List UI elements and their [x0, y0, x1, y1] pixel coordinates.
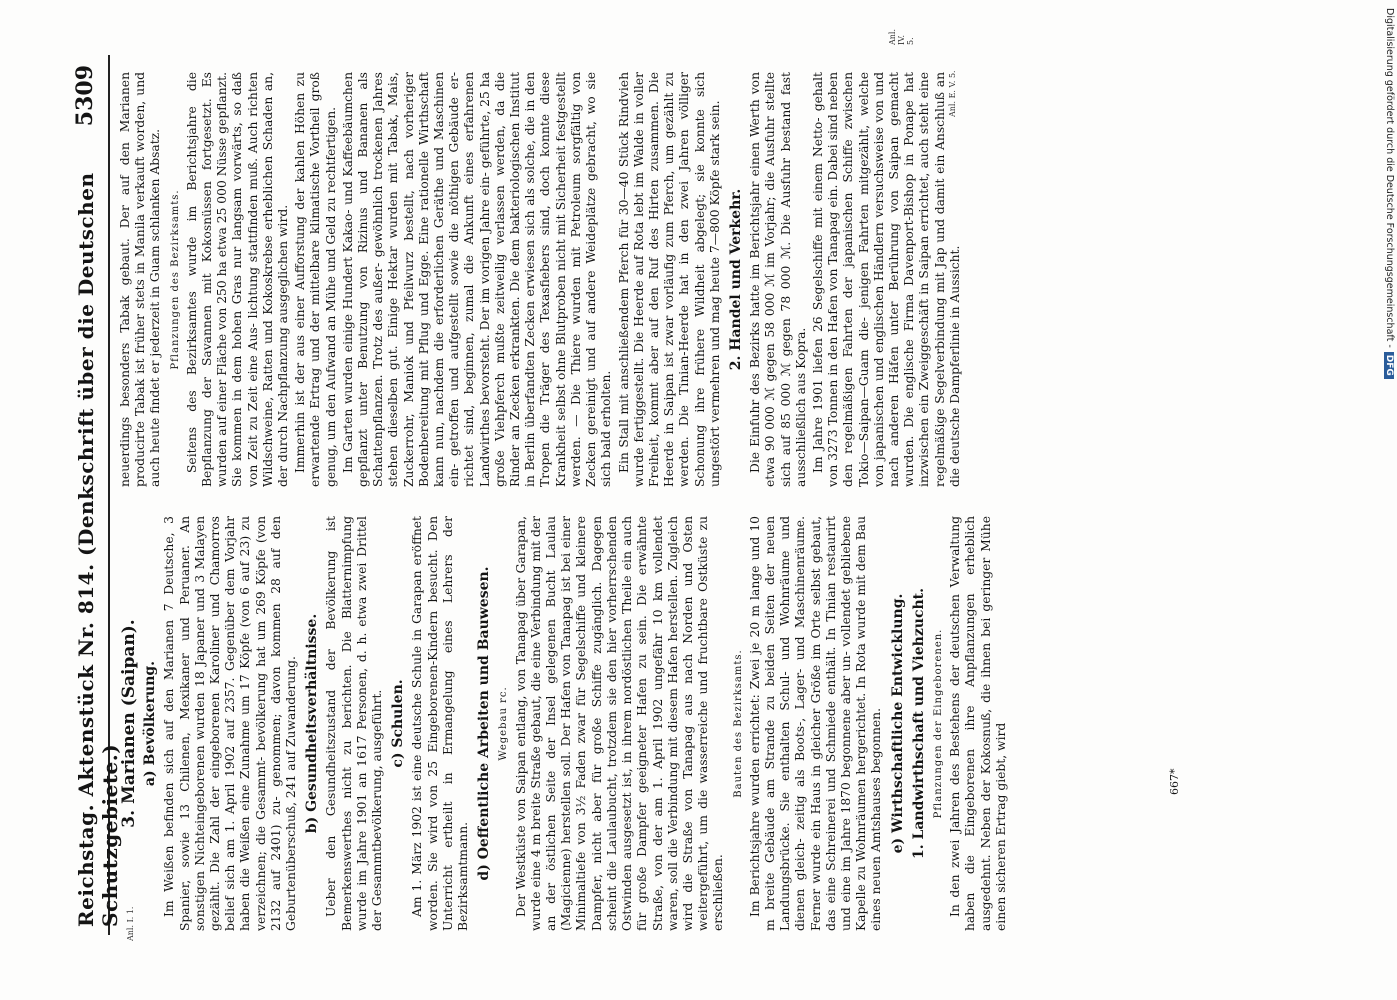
subsection-heading: 2. Handel und Verkehr. — [727, 188, 744, 371]
header-title: Reichstag. Aktenstück Nr. 814. (Denkschrift über die Deutschen Schutzgebiete.) — [74, 172, 122, 927]
section-heading: 3. Marianen (Saipan). — [119, 619, 139, 828]
minor-heading: Bauten des Bezirksamts. — [732, 649, 744, 798]
paragraph: Der Westküste von Saipan entlang, von Tanapag über Garapan, wurde eine 4 m breite Straße gebaut, die eine Verbindung mit der an der östlichen Seite der Insel gelegenen Bucht Laulau (Magicienne) herstellen soll. Der Hafen von Tanapag ist bei einer Minimaltiefe von 3½ Faden zwar für Segelschiffe und kleinere Dampfer, nicht aber für große Schiffe zugänglich. Dagegen scheint die Laulaubucht, trotzdem sie den hier vorherrschenden Ostwinden ausgesetzt ist, in ihrem nordöstlichen Theile ein auch für große Dampfer geeigneter Hafen zu sein. Die erwähnte Straße, von der am 1. April 1902 ungefähr 10 km vollendet waren, soll die Verbindung mit diesem Hafen herstellen. Zugleich wird die Straße von Tanapag aus nach Norden und Osten weitergeführt, um die wasserreiche und fruchtbare Ostküste zu erschließen. — [513, 516, 726, 931]
paragraph: Im Berichtsjahre wurden errichtet: Zwei je 20 m lange und 10 m breite Gebäude am Strande zu beiden Seiten der neuen Landungsbrücke. Sie enthalten Schul- und Wohnräume und dienen gleich- zeitig als Boots-, Lager- und Maschinenräume. Ferner wurde ein Haus in gleicher Größe im Orte selbst gebaut, das eine Schreinerei und Schmiede enthält. In Tinian restaurirt und eine im Jahre 1870 begonnene aber un- vollendet gebliebene Kapelle zu Wohnräumen hergerichtet. In Rota wurde mit dem Bau eines neuen Amtshauses begonnen. — [747, 516, 884, 931]
subsection-heading: d) Oeffentliche Arbeiten und Bauwesen. — [476, 566, 493, 881]
page-signature: 667* — [1168, 768, 1181, 795]
paragraph: Im Jahre 1901 liefen 26 Segelschiffe mit einem Netto- gehalt von 3273 Tonnen in den Hafen von Tanapag ein. Dabei sind neben den regelmäßigen Fahrten der japanischen Schiffe zwischen Tokio—Saipan—Guam die- jenigen Fahrten mitgezählt, welche von japanischen und englischen Händlern versuchsweise von und nach anderen Häfen unter Berührung von Saipan gemacht wurden. Die englische Firma Davenport-Bishop in Ponape hat inzwischen ein Zweiggeschäft in Saipan errichtet, auch steht eine regelmäßige Segelverbindung mit Jap und damit ein Anschluß an die deutsche Dampferlinie in Aussicht. — [810, 72, 962, 487]
paragraph: Immerhin ist der aus einer Aufforstung der kahlen Höhen zu erwartende Ertrag und der mittelbare klimatische Vortheil groß genug, um den Aufwand an Mühe und Geld zu rechtfertigen. — [293, 72, 338, 487]
minor-heading: Wegebau rc. — [498, 686, 510, 761]
digitization-sidebar — [1383, 8, 1395, 998]
paragraph: Im Garten wurden einige Hundert Kakao- und Kaffeebäumchen gepflanzt unter Benutzung von Rizinus und Bananen als Schattenpflanzen. Trotz des außer- gewöhnlich trockenen Jahres stehen dieselben gut. Einige Hektar wurden mit Tabak, Mais, Zuckerrohr, Maniok und Pfeilwurz bestellt, nach vorheriger Bodenbereitung mit Pflug und Egge. Eine rationelle Wirthschaft kann nun, nachdem die erforderlichen Geräthe und Maschinen ein- getroffen und aufgestellt sowie die nöthigen Gebäude er- richtet sind, beginnen, zumal die Ankunft eines erfahrenen Landwirthes bevorsteht. Der im vorigen Jahre ein- geführte, 25 ha große Viehpferch mußte zeitweilig verlassen werden, da die Rinder an Zecken erkrankten. Die dem bakteriologischen Institut in Berlin überfandten Zecken erwiesen sich als solche, die in den Tropen die Träger des Texasfiebers sind, doch konnte diese Krankheit selbst ohne Blutproben nicht mit Sicherheit festgestellt werden. — Die Thiere wurden mit Petroleum sorgfältig von Zecken gereinigt und auf andere Weideplätze gebracht, wo sie sich bald erholten. — [340, 72, 614, 487]
paragraph: Im Weißen befinden sich auf den Marianen 7 Deutsche, 3 Spanier, sowie 13 Chilenen, Mexikaner und Peruaner. An sonstigen Nichteingeborenen wurden 18 Japaner und 3 Malayen gezählt. Die Zahl der eingeborenen Karoliner und Chamorros belief sich am 1. April 1902 auf 2357. Gegenüber dem Vorjahr haben die Weißen eine Zunahme um 17 Köpfe (von 6 auf 23) zu verzeichnen; die Gesammt- bevölkerung hat um 269 Köpfe (von 2132 auf 2401) zu- genommen; davon kommen 28 auf den Geburtenüberschuß, 241 auf Zuwanderung. — [162, 516, 299, 931]
page-number: 5309 — [72, 65, 98, 127]
subsection-heading: c) Schulen. — [390, 679, 407, 768]
subsection-heading: b) Gesundheitsverhältnisse. — [304, 613, 321, 834]
credit-text: Digitalisierung gefördert durch die Deutsche Forschungsgemeinschaft - — [1384, 8, 1395, 348]
rotated-document-page — [68, 28, 1208, 941]
paragraph: Die Einfuhr des Bezirks hatte im Berichtsjahr einen Werth von etwa 90 000 ℳ gegen 58 000 ℳ im Vorjahr; die Ausfuhr stellte sich auf 85 000 ℳ gegen 78 000 ℳ. Die Ausfuhr bestand fast ausschließlich aus Kopra. — [748, 72, 808, 487]
paragraph: neuerdings besonders Tabak gebaut. Der auf den Marianen producirte Tabak ist früher stets in Manila verkauft worden, und auch heute findet er jederzeit in Guam schlanken Absatz. — [118, 72, 163, 487]
paragraph: Ein Stall mit anschließendem Pferch für 30—40 Stück Rindvieh wurde fertiggestellt. Die Heerde auf Rota lebt im Walde in voller Freiheit, kommt aber auf den Ruf des Hirten zusammen. Die Heerde in Saipan ist zwar vorläufig zum Pferch, um gezählt zu werden. Die Tinian-Heerde hat in den zwei Jahren völliger Schonung ihre frühere Wildheit abgelegt; sie konnte sich ungestört vermehren und mag heute 7—800 Köpfe stark sein. — [616, 72, 722, 487]
digitization-credit — [1384, 8, 1395, 998]
margin-note: Anl. I. 1. — [126, 906, 135, 941]
subsection-heading: e) Wirthschaftliche Entwicklung. — [889, 593, 906, 854]
minor-heading: Pflanzungen der Eingeborenen. — [932, 628, 944, 819]
minor-heading: Pflanzungen des Bezirksamts. — [169, 189, 181, 370]
paragraph: Ueber den Gesundheitszustand der Bevölkerung ist Bemerkenswerthes nicht zu berichten. Die Blatternimpfung wurde im Jahre 1901 an 1617 Personen, d. h. etwa zwei Drittel der Gesammtbevölkerung, ausgeführt. — [324, 516, 385, 931]
subsection-heading: a) Bevölkerung. — [142, 660, 159, 787]
dfg-logo: DFG — [1384, 352, 1394, 379]
subsection-heading: 1. Landwirthschaft und Viehzucht. — [910, 588, 927, 859]
paragraph: In den zwei Jahren des Bestehens der deutschen Verwaltung haben die Eingeborenen ihre Anpflanzungen erheblich ausgedehnt. Neben der Kokosnuß, die ihnen bei geringer Mühe einen sicheren Ertrag giebt, wird — [948, 516, 1008, 931]
column-left — [118, 516, 1011, 931]
paragraph: Am 1. März 1902 ist eine deutsche Schule in Garapan eröffnet worden. Sie wird von 25 Eingeborenen-Kindern besucht. Den Unterricht ertheilt in Ermangelung eines Lehrers der Bezirksamtmann. — [410, 516, 471, 931]
column-right — [118, 72, 965, 487]
margin-note: Anl. E. V. 5. — [948, 70, 957, 117]
paragraph: Seitens des Bezirksamtes wurde im Berichtsjahre die Bepflanzung der Savannen mit Kokosnüssen fortgesetzt. Es wurden auf einer Fläche von 250 ha etwa 25 000 Nüsse gepflanzt. Sie kommen in dem hohen Gras nur langsam vorwärts, so daß von Zeit zu Zeit eine Aus- lichtung stattfinden muß. Auch richten Wildschweine, Ratten und Kokoskrebse erheblichen Schaden an, der durch Nachpflanzung ausgeglichen wird. — [184, 72, 291, 487]
margin-note: Anl. IV. 5. — [888, 28, 915, 45]
page-header — [68, 55, 122, 935]
